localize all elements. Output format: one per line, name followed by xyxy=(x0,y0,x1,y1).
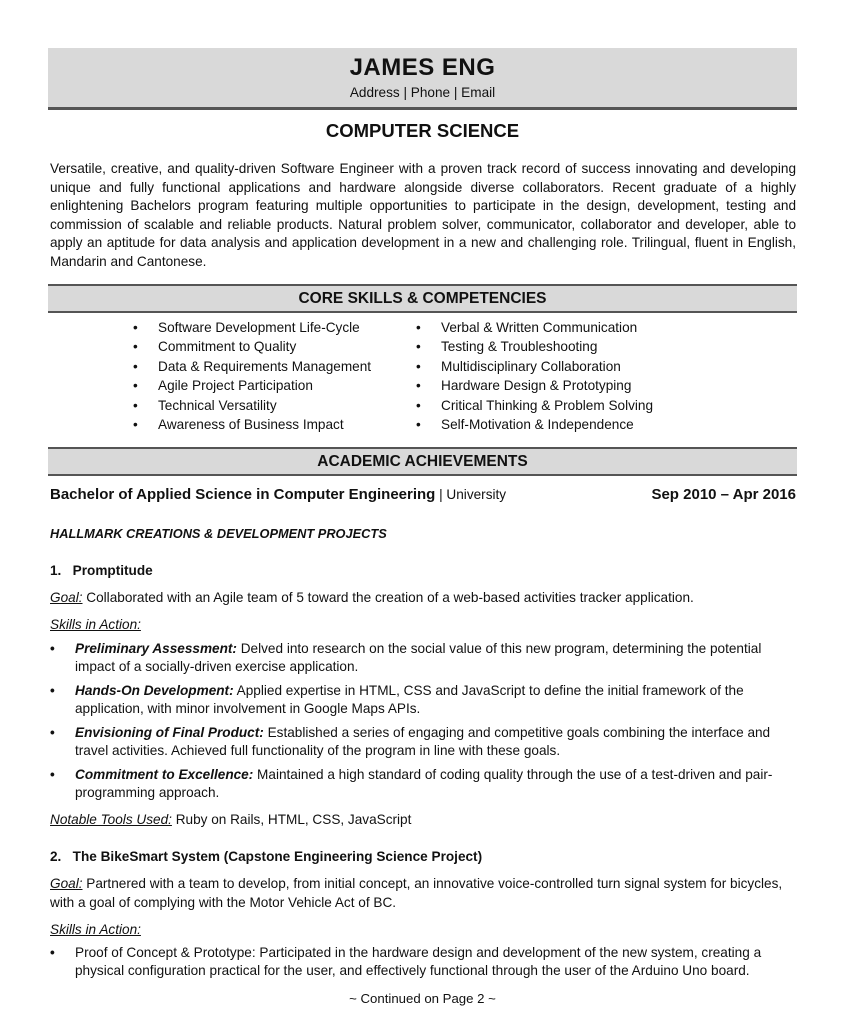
projects-heading: HALLMARK CREATIONS & DEVELOPMENT PROJECTS xyxy=(50,526,387,541)
project-title: 2. The BikeSmart System (Capstone Engineering Science Project) xyxy=(50,849,483,864)
goal-label: Goal: xyxy=(50,876,83,891)
candidate-name: JAMES ENG xyxy=(349,54,496,81)
goal-text: Partnered with a team to develop, from initial concept, an innovative voice-controlled turn signal system for bicycles, with a goal of complying with the Motor Vehicle Act of BC. xyxy=(50,876,783,910)
degree-dates: Sep 2010 – Apr 2016 xyxy=(651,486,796,503)
university-name: | University xyxy=(435,487,507,502)
project-goal xyxy=(50,875,796,912)
bullet-text: Delved into research on the social value of this new program, determining the potential impact of a socially-driven exercise application. xyxy=(75,641,762,674)
project-bullets xyxy=(50,944,796,986)
bullet-text: Maintained a high standard of coding quality through the use of a test-driven and pair-programming approach. xyxy=(75,767,773,800)
resume-title: COMPUTER SCIENCE xyxy=(325,120,520,141)
skills-section-heading: CORE SKILLS & COMPETENCIES xyxy=(48,284,797,313)
skill-item: • Hardware Design & Prototyping xyxy=(416,376,653,395)
skill-item: • Agile Project Participation xyxy=(133,376,371,395)
contact-line: Address | Phone | Email xyxy=(349,85,496,100)
skills-in-action-label: Skills in Action: xyxy=(50,922,141,937)
bullet-text: Applied expertise in HTML, CSS and JavaScript to define the initial framework of the application, with minor involvement in Google Maps APIs. xyxy=(75,683,744,716)
bullet-label: Hands-On Development: xyxy=(75,683,234,698)
list-item xyxy=(50,766,796,802)
bullet-label: Envisioning of Final Product: xyxy=(75,725,264,740)
list-item: • Proof of Concept & Prototype: Participated in the hardware design and development of the new system, creating a physical configuration practical for the user, and effectively functional through the user of the Arduino Uno board. xyxy=(50,944,796,980)
skill-item: • Technical Versatility xyxy=(133,396,371,415)
skill-item: • Data & Requirements Management xyxy=(133,357,371,376)
bullet-label: Preliminary Assessment: xyxy=(75,641,237,656)
skill-item: • Testing & Troubleshooting xyxy=(416,337,653,356)
project-bullets xyxy=(50,640,796,808)
skill-item: • Critical Thinking & Problem Solving xyxy=(416,396,653,415)
skill-item: • Commitment to Quality xyxy=(133,337,371,356)
list-item xyxy=(50,724,796,760)
professional-summary: Versatile, creative, and quality-driven Software Engineer with a proven track record of success innovating and developing unique and fully functional applications and hardware alongside diverse collaborators. Recent graduate of a highly enlightening Bachelors program featuring multiple opportunities to participate in the design, development, testing and commission of scalable and reliable products. Natural problem solver, communicator, collaborator and developer, able to apply an aptitude for data analysis and application development in a new and challenging role. Trilingual, fluent in English, Mandarin and Cantonese. xyxy=(50,161,796,269)
tools-text: Ruby on Rails, HTML, CSS, JavaScript xyxy=(171,812,412,827)
goal-text: Collaborated with an Agile team of 5 toward the creation of a web-based activities tracker application. xyxy=(82,590,694,605)
continued-footer: ~ Continued on Page 2 ~ xyxy=(349,991,496,1006)
skills-list-left xyxy=(133,318,371,434)
goal-label: Goal: xyxy=(50,590,83,605)
degree-title: Bachelor of Applied Science in Computer Engineering xyxy=(50,486,436,503)
project-title: 1. Promptitude xyxy=(50,563,153,578)
tools-used xyxy=(50,811,796,830)
degree-row xyxy=(50,486,796,508)
skill-item: • Self-Motivation & Independence xyxy=(416,415,653,434)
academic-section-heading: ACADEMIC ACHIEVEMENTS xyxy=(48,447,797,476)
skill-item: • Multidisciplinary Collaboration xyxy=(416,357,653,376)
bullet-text: Established a series of engaging and competitive goals combining the interface and travel activities. Achieved full functionality of the program in line with these goals. xyxy=(75,725,771,758)
skill-item: • Awareness of Business Impact xyxy=(133,415,371,434)
skill-item: • Software Development Life-Cycle xyxy=(133,318,371,337)
tools-label: Notable Tools Used: xyxy=(50,812,172,827)
skill-item: • Verbal & Written Communication xyxy=(416,318,653,337)
resume-header xyxy=(48,48,797,110)
skills-list-right xyxy=(416,318,653,434)
project-goal xyxy=(50,589,796,608)
list-item xyxy=(50,682,796,718)
bullet-label: Commitment to Excellence: xyxy=(75,767,254,782)
list-item xyxy=(50,640,796,676)
skills-in-action-label: Skills in Action: xyxy=(50,617,141,632)
